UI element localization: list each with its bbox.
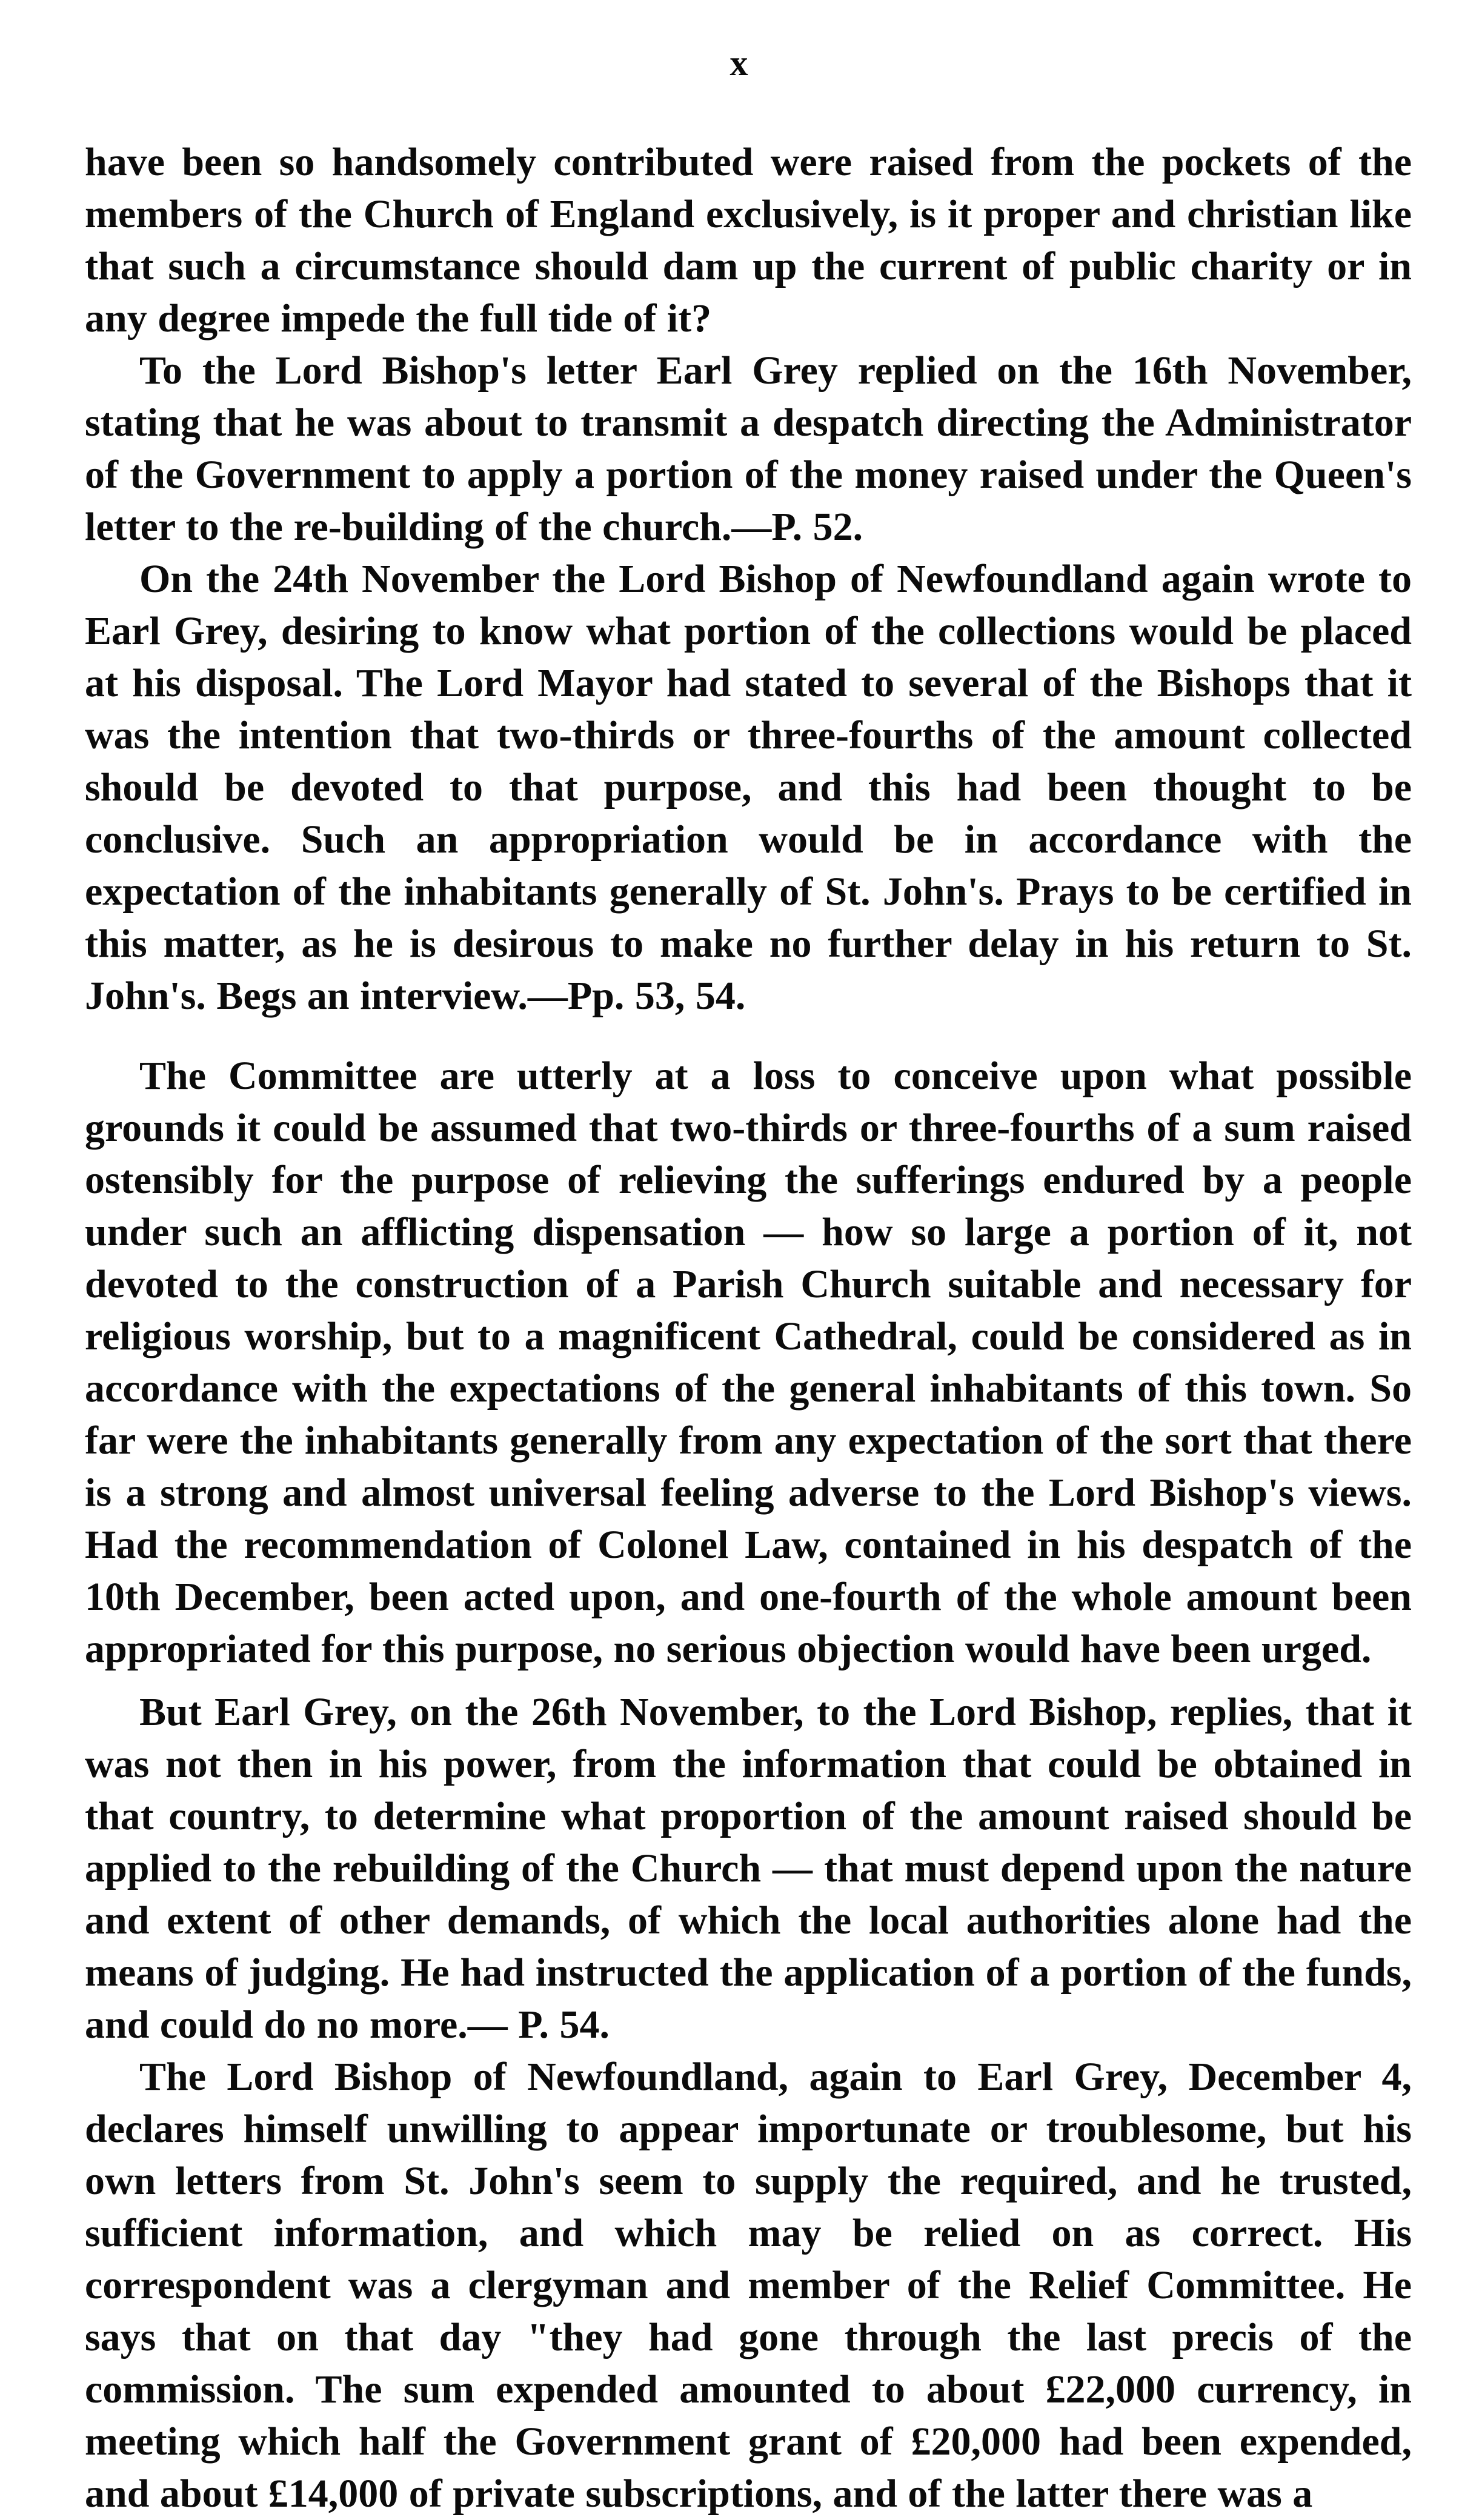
paragraph-committee-comment: The Committee are utterly at a loss to conceive upon what possible grounds it could be assumed that two-thirds or three-fourths of a sum raised ostensibly for the purpose of relieving the sufferings endured by a people under such an afflicting dispensation — how so large a portion of it, not devoted to the construction of a Parish Church suitable and necessary for religious worship, but to a magnificent Cathedral, could be considered as in accordance with the expectations of the general inhabitants of this town. So far were the inhabitants generally from any expectation of the sort that there is a strong and almost universal feeling adverse to the Lord Bishop's views. Had the recommendation of Colonel Law, contained in his despatch of the 10th December, been acted upon, and one-fourth of the whole amount been appropriated for this purpose, no serious objection would have been urged. bbox=[85, 1054, 1412, 1671]
paragraph-bishop-letter: On the 24th November the Lord Bishop of Newfoundland again wrote to Earl Grey, desiring to know what portion of the collections would be placed at his disposal. The Lord Mayor had stated to several of the Bishops that it was the intention that two-thirds or three-fourths of the amount collected should be devoted to that purpose, and this had been thought to be conclusive. Such an appropriation would be in accordance with the expectation of the inhabitants generally of St. John's. Prays to be certified in this matter, as he is desirous to make no further delay in his return to St. John's. Begs an interview.—Pp. 53, 54. bbox=[85, 557, 1412, 1018]
body-text bbox=[85, 136, 1412, 2520]
page-number: x bbox=[730, 43, 749, 83]
paragraph-bishop-again: The Lord Bishop of Newfoundland, again to Earl Grey, December 4, declares himself unwilling to appear importunate or troublesome, but his own letters from St. John's seem to supply the required, and he trusted, sufficient information, and which may be relied on as correct. His correspondent was a clergyman and member of the Relief Committee. He says that on that day "they had gone through the last precis of the commission. The sum expended amounted to about £22,000 currency, in meeting which half the Government grant of £20,000 had been expended, and about £14,000 of private subscriptions, and of the latter there was a bbox=[85, 2055, 1412, 2516]
paragraph-earl-grey-replies: But Earl Grey, on the 26th November, to the Lord Bishop, replies, that it was not then in his power, from the information that could be obtained in that country, to determine what proportion of the amount raised should be applied to the rebuilding of the Church — that must depend upon the nature and extent of other demands, of which the local authorities alone had the means of judging. He had instructed the application of a portion of the funds, and could do no more.— P. 54. bbox=[85, 1690, 1412, 2047]
paragraph-earl-grey-reply: To the Lord Bishop's letter Earl Grey replied on the 16th November, stating that he was about to transmit a despatch directing the Administrator of the Government to apply a portion of the money raised under the Queen's letter to the re-building of the church.—P. 52. bbox=[85, 348, 1412, 549]
paragraph-continuation: have been so handsomely contributed were raised from the pockets of the members of the Church of England exclusively, is it proper and christian like that such a circumstance should dam up the current of public charity or in any degree impede the full tide of it? bbox=[85, 140, 1412, 341]
